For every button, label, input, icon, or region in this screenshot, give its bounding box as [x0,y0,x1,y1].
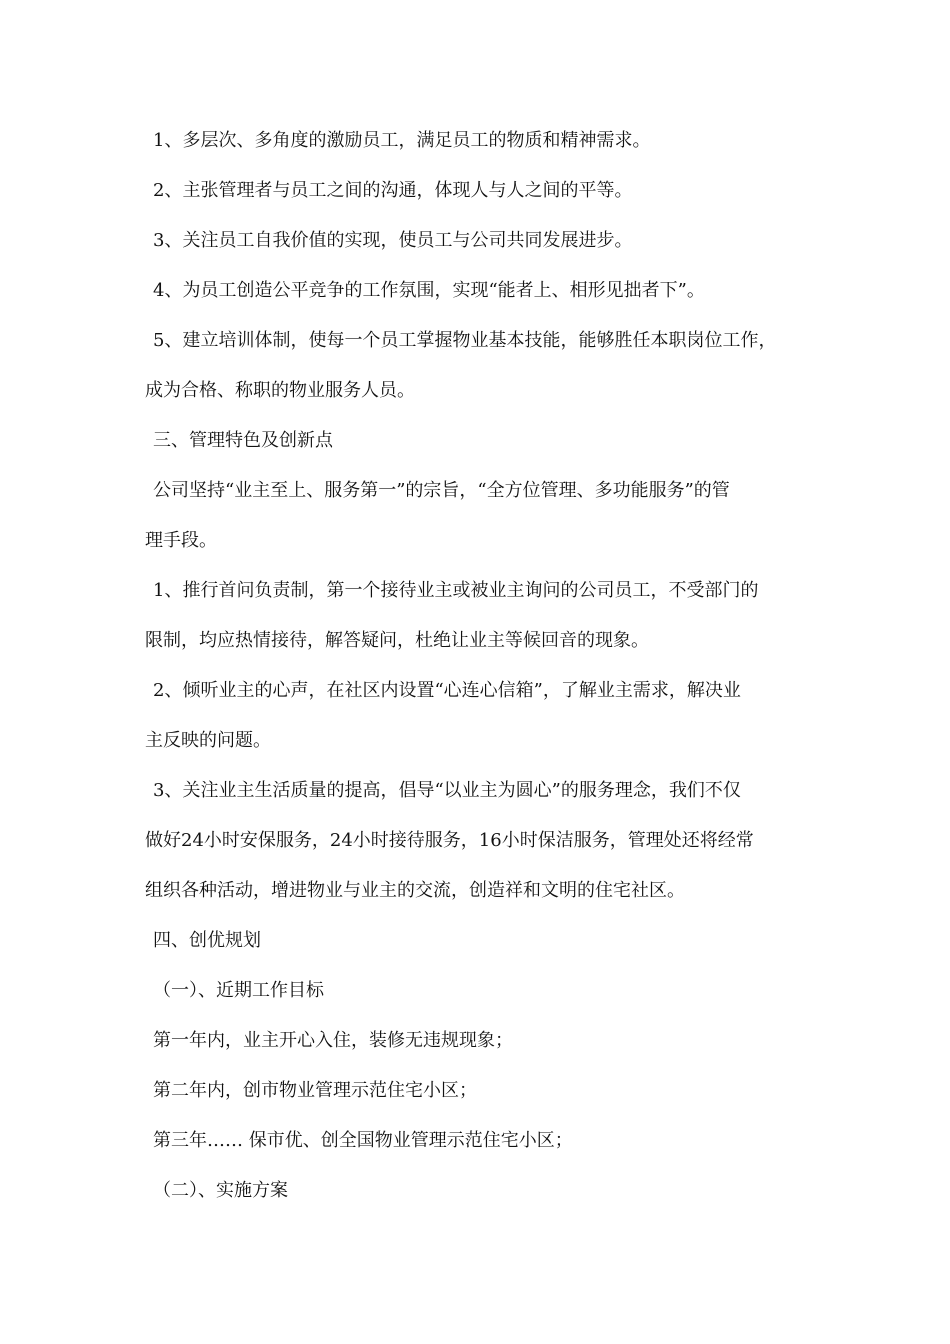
subsection-heading-1: （一）、近期工作目标 [153,980,324,1001]
feature-2-line-2: 主反映的问题。 [145,730,271,751]
goal-year-3: 第三年…… 保市优、创全国物业管理示范住宅小区； [153,1130,573,1151]
intro-paragraph-line-1: 公司坚持“业主至上、服务第一”的宗旨，“全方位管理、多功能服务”的管 [153,480,730,501]
list-item-5-line-2: 成为合格、称职的物业服务人员。 [145,380,415,401]
feature-3-line-1: 3、关注业主生活质量的提高，倡导“以业主为圆心”的服务理念，我们不仅 [153,780,741,801]
list-item-3: 3、关注员工自我价值的实现，使员工与公司共同发展进步。 [153,230,633,251]
list-item-2: 2、主张管理者与员工之间的沟通，体现人与人之间的平等。 [153,180,633,201]
feature-3-line-2: 做好24小时安保服务，24小时接待服务，16小时保洁服务，管理处还将经常 [145,830,754,851]
goal-year-1: 第一年内，业主开心入住，装修无违规现象； [153,1030,513,1051]
list-item-1: 1、多层次、多角度的激励员工，满足员工的物质和精神需求。 [153,130,651,151]
feature-1-line-1: 1、推行首问负责制，第一个接待业主或被业主询问的公司员工，不受部门的 [153,580,759,601]
section-heading-4: 四、创优规划 [153,930,261,951]
feature-3-line-3: 组织各种活动，增进物业与业主的交流，创造祥和文明的住宅社区。 [145,880,685,901]
intro-paragraph-line-2: 理手段。 [145,530,217,551]
feature-2-line-1: 2、倾听业主的心声，在社区内设置“心连心信箱”，了解业主需求，解决业 [153,680,741,701]
subsection-heading-2: （二）、实施方案 [153,1180,288,1201]
list-item-5-line-1: 5、建立培训体制，使每一个员工掌握物业基本技能，能够胜任本职岗位工作， [153,330,777,351]
document-body [145,116,825,1216]
list-item-4: 4、为员工创造公平竞争的工作氛围，实现“能者上、相形见拙者下”。 [153,280,705,301]
feature-1-line-2: 限制，均应热情接待，解答疑问，杜绝让业主等候回音的现象。 [145,630,649,651]
section-heading-3: 三、管理特色及创新点 [153,430,333,451]
goal-year-2: 第二年内，创市物业管理示范住宅小区； [153,1080,477,1101]
